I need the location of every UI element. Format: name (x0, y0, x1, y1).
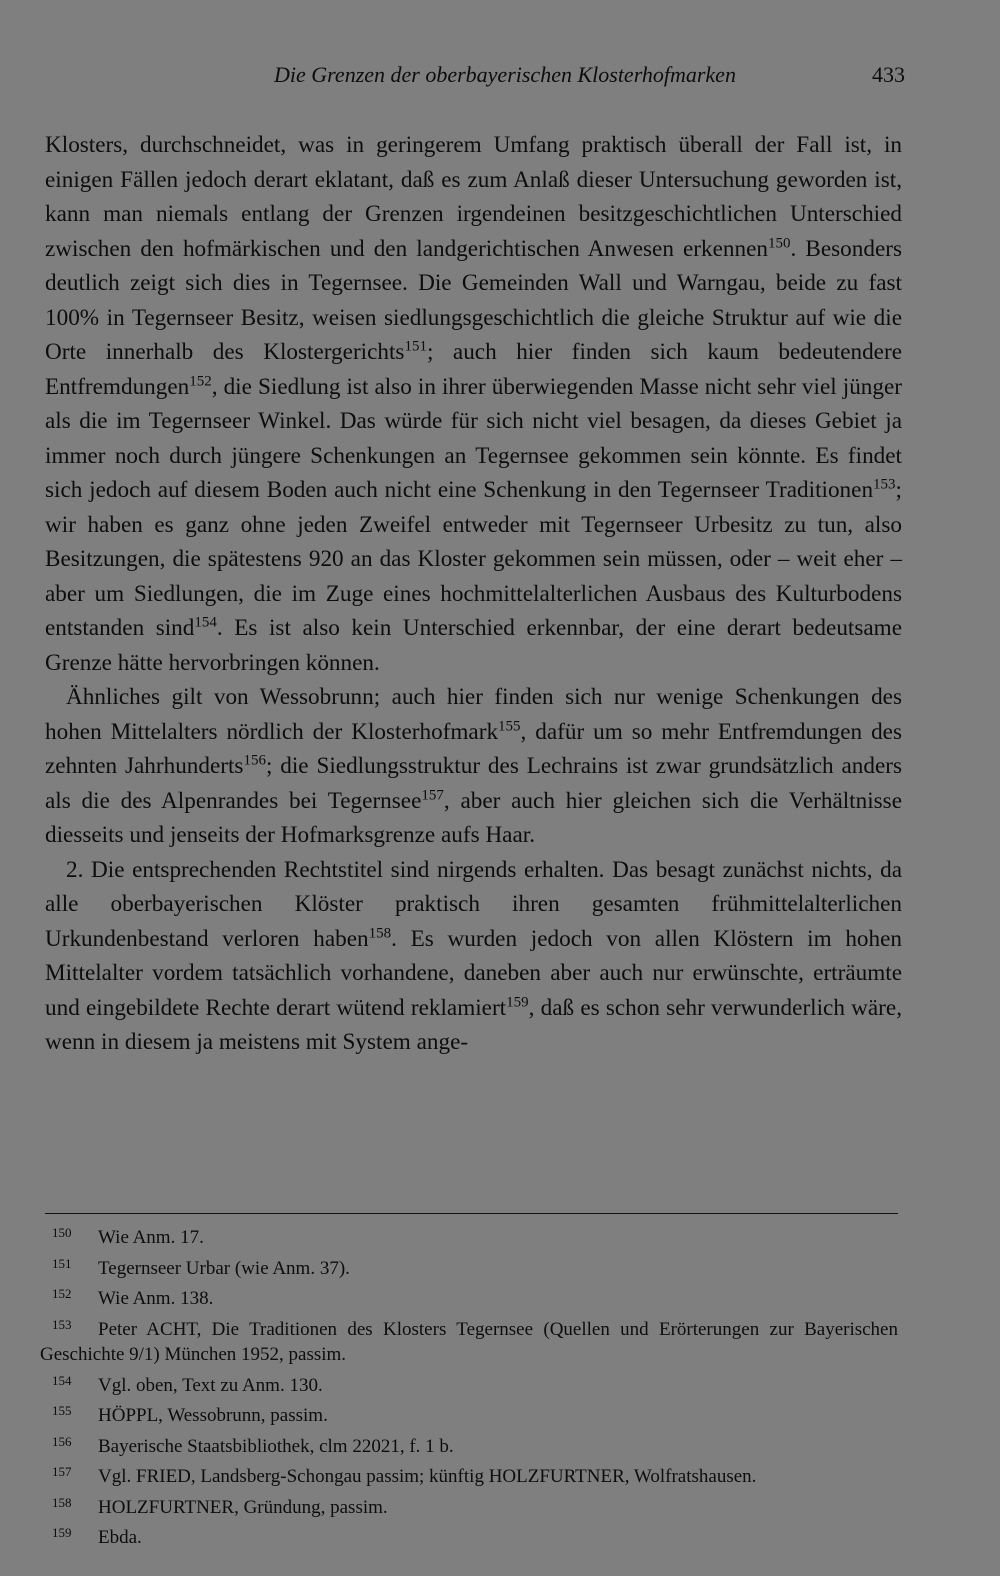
footnote-number: 152 (52, 1286, 72, 1301)
text-run: . Es wurden jedoch von allen Klöstern im hohen Mittelalter vordem tatsächlich vorhandene, daneben aber auch nur erwünschte, erträumte und eingebildete Rechte derart wütend reklamiert (45, 925, 902, 1021)
footnote (40, 1251, 898, 1282)
text-run: Ähnliches gilt von Wessobrunn; auch hier finden sich nur wenige Schenkungen des hohen Mittelalters nördlich der Klosterhofmark (45, 684, 902, 745)
text-run: , daß es schon sehr verwunderlich wäre, wenn in diesem ja meistens mit System ange- (45, 994, 902, 1055)
running-head-title: Die Grenzen der oberbayerischen Klosterhofmarken (274, 62, 736, 87)
paragraph-2 (45, 680, 902, 853)
footnote (40, 1459, 898, 1490)
footnote-ref: 150 (768, 234, 791, 251)
footnote (40, 1220, 898, 1251)
footnotes (40, 1220, 898, 1551)
footnote-number: 157 (52, 1464, 72, 1479)
footnote (40, 1490, 898, 1521)
footnote-ref: 151 (404, 338, 427, 355)
footnote (40, 1429, 898, 1460)
footnote-text: Vgl. oben, Text zu Anm. 130. (98, 1374, 323, 1396)
running-head (45, 62, 905, 96)
text-run: , aber auch hier gleichen sich die Verhältnisse diesseits und jenseits der Hofmarksgrenze aufs Haar. (45, 787, 903, 848)
footnote-ref: 152 (189, 372, 212, 389)
footnote (40, 1398, 898, 1429)
paragraph-1 (45, 128, 902, 680)
text-run: . Besonders deutlich zeigt sich dies in Tegernsee. Die Gemeinden Wall und Warngau, beide zu fast 100% in Tegernseer Besitz, weisen siedlungsgeschichtlich die gleiche Struktur auf wie die Orte innerhalb des Klostergerichts (45, 235, 902, 365)
footnote-ref: 157 (421, 786, 444, 803)
footnote-text: Tegernseer Urbar (wie Anm. 37). (98, 1257, 350, 1279)
text-run: 2. Die entsprechenden Rechtstitel sind nirgends erhalten. Das besagt zunächst nichts, da alle oberbayerischen Klöster praktisch ihren gesamten frühmittelalterlichen Urkundenbestand verloren haben (45, 856, 902, 952)
footnote-ref: 156 (243, 752, 266, 769)
footnote-text: Bayerische Staatsbibliothek, clm 22021, f. 1 b. (98, 1435, 454, 1457)
footnote-number: 158 (52, 1494, 72, 1510)
page-number: 433 (872, 62, 905, 87)
body-text (45, 128, 902, 1060)
text-run: ; wir haben es ganz ohne jeden Zweifel entweder mit Tegernseer Urbesitz zu tun, also Besitzungen, die spätestens 920 an das Kloster gekommen sein müssen, oder – weit eher – aber um Siedlungen, die im Zuge eines hochmittelalterlichen Ausbaus des Kulturbodens entstanden sind (45, 477, 902, 641)
footnote-text: HOLZFURTNER, Gründung, passim. (98, 1496, 388, 1518)
footnote-ref: 159 (506, 993, 529, 1010)
footnote-number: 153 (52, 1316, 72, 1332)
footnote-text: Peter ACHT, Die Traditionen des Klosters Tegernsee (Quellen und Erörterungen zur Bayerischen Geschichte 9/1) München 1952, passim. (40, 1318, 898, 1365)
footnote-number: 159 (52, 1525, 72, 1540)
footnote-text: Wie Anm. 138. (98, 1288, 214, 1309)
footnote-text: Vgl. FRIED, Landsberg-Schongau passim; künftig HOLZFURTNER, Wolfratshausen. (98, 1466, 757, 1487)
footnote (40, 1368, 898, 1399)
footnote-number: 155 (52, 1403, 72, 1418)
footnote-divider (45, 1213, 898, 1214)
footnote-text: HÖPPL, Wessobrunn, passim. (98, 1405, 328, 1426)
footnote (40, 1281, 898, 1312)
footnote-text: Ebda. (98, 1527, 142, 1548)
text-run: ; die Siedlungsstruktur des Lechrains ist zwar grundsätzlich anders als die des Alpenrandes bei Tegernsee (45, 753, 902, 814)
footnote (40, 1312, 898, 1368)
footnote-number: 154 (52, 1372, 72, 1388)
footnote (40, 1520, 898, 1551)
footnote-ref: 155 (498, 717, 521, 734)
paragraph-3 (45, 853, 902, 1060)
text-run: . Es ist also kein Unterschied erkennbar, der eine derart bedeutsame Grenze hätte hervorbringen können. (45, 615, 902, 676)
text-run: , die Siedlung ist also in ihrer überwiegenden Masse nicht sehr viel jünger als die im Tegernseer Winkel. Das würde für sich nicht viel besagen, da dieses Gebiet ja immer noch durch jüngere Schenkungen an Tegernsee gekommen sein könnte. Es findet sich jedoch auf diesem Boden auch nicht eine Schenkung in den Tegernseer Traditionen (45, 373, 902, 503)
footnote-ref: 154 (194, 614, 217, 631)
footnote-number: 156 (52, 1433, 72, 1449)
footnote-ref: 158 (368, 924, 392, 941)
text-run: , dafür um so mehr Entfremdungen des zehnten Jahrhunderts (45, 718, 902, 779)
footnote-ref: 153 (873, 476, 896, 493)
text-run: ; auch hier finden sich kaum bedeutendere Entfremdungen (45, 339, 902, 400)
footnote-text: Wie Anm. 17. (98, 1227, 204, 1248)
footnote-number: 151 (52, 1255, 72, 1271)
text-run: Klosters, durchschneidet, was in geringerem Umfang praktisch überall der Fall ist, in einigen Fällen jedoch derart eklatant, daß es zum Anlaß dieser Untersuchung geworden ist, kann man niemals entlang der Grenzen irgendeinen besitzgeschichtlichen Unterschied zwischen den hofmärkischen und den landgerichtischen Anwesen erkennen (45, 132, 902, 262)
footnote-number: 150 (52, 1225, 72, 1240)
